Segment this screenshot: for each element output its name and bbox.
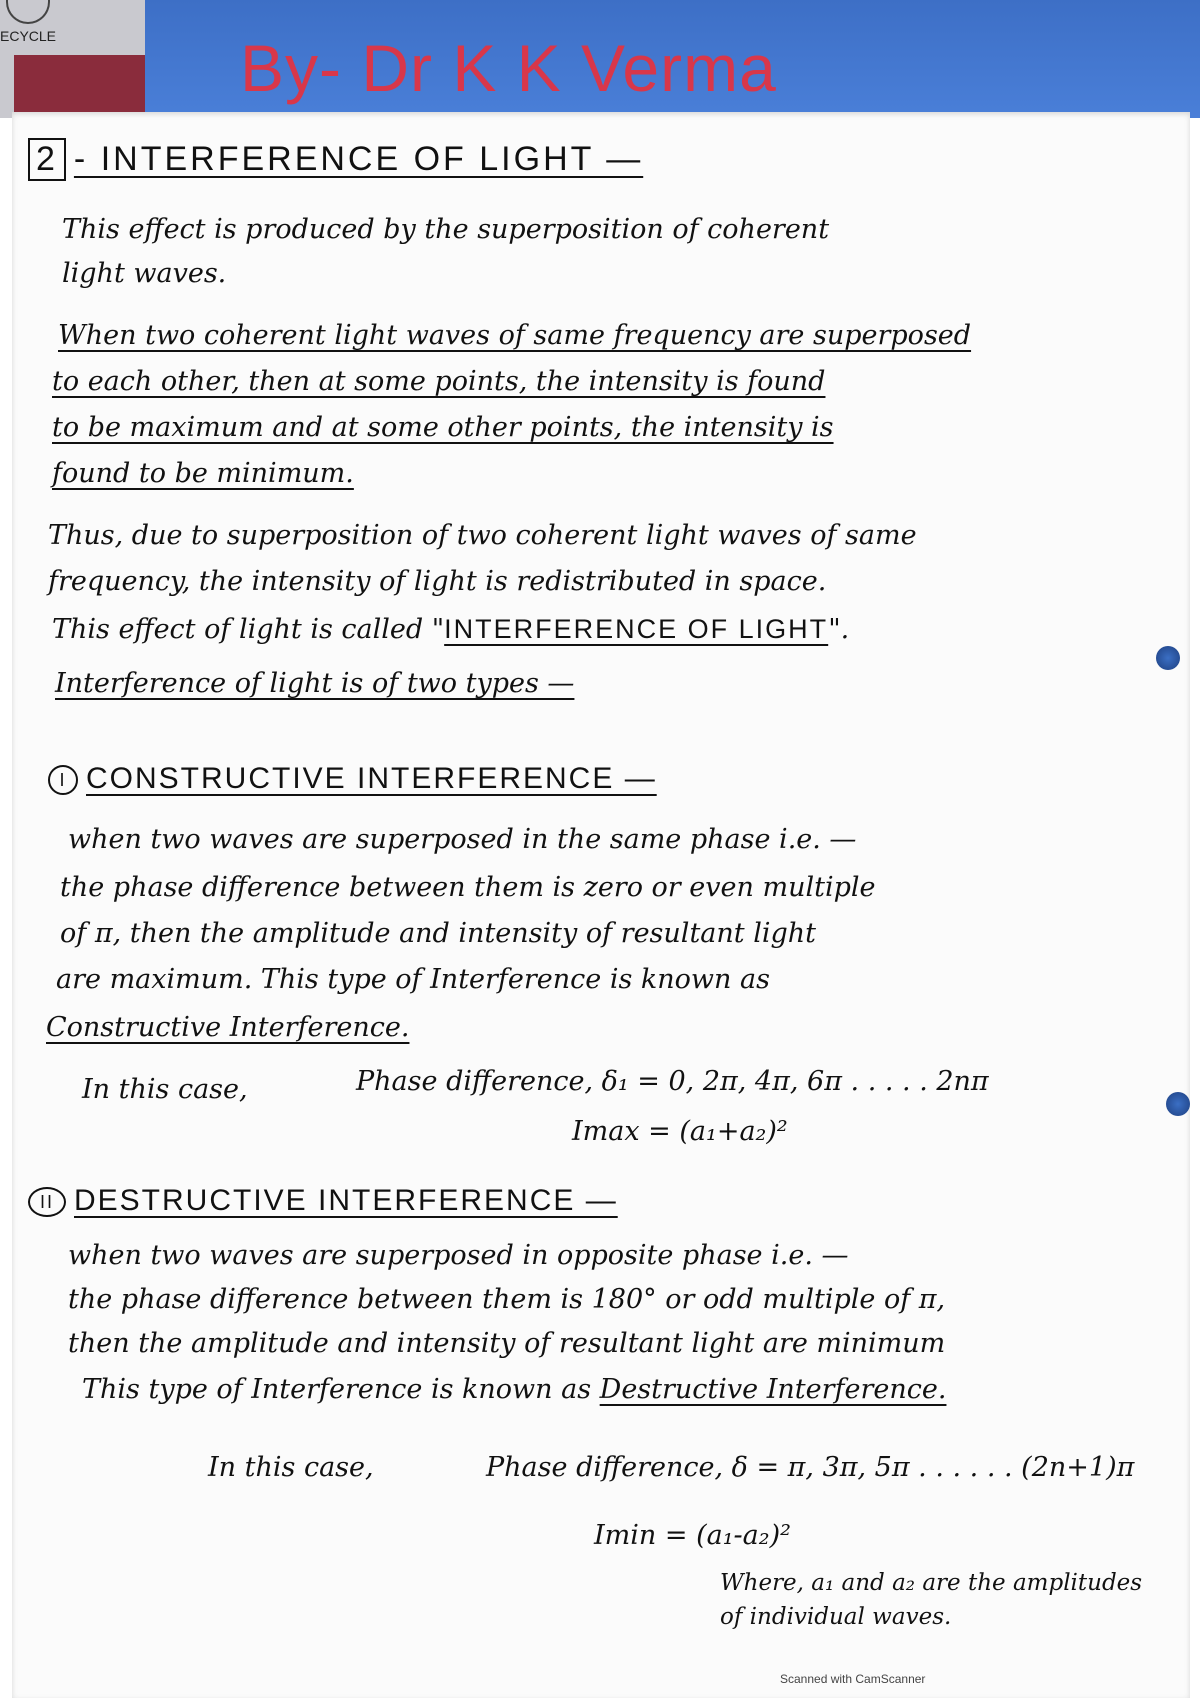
constructive-heading: [48, 762, 657, 796]
destructive-case-label: In this case,: [208, 1452, 374, 1483]
destructive-line-3: then the amplitude and intensity of resultant light are minimum: [68, 1328, 946, 1359]
constructive-case-label: In this case,: [82, 1074, 248, 1105]
constructive-line-1: when two waves are superposed in the same phase i.e. —: [68, 824, 857, 855]
constructive-title: CONSTRUCTIVE INTERFERENCE —: [86, 762, 657, 795]
banner-left-panel: [0, 0, 145, 118]
imax-formula: Imax = (a₁+a₂)²: [572, 1116, 788, 1147]
intro-line-1: This effect is produced by the superposition of coherent: [62, 214, 830, 245]
destructive-line-4: [82, 1374, 946, 1405]
definition-line-3: to be maximum and at some other points, the intensity is: [52, 412, 834, 443]
constructive-phase-formula: Phase difference, δ₁ = 0, 2π, 4π, 6π . . . . . 2nπ: [356, 1066, 989, 1097]
author-watermark: By- Dr K K Verma: [240, 31, 777, 105]
section-number: 2: [28, 138, 66, 181]
constructive-line-2: the phase difference between them is zero or even multiple: [60, 872, 876, 903]
numeral-two-icon: II: [28, 1187, 66, 1217]
summary-line-1: Thus, due to superposition of two coherent light waves of same: [48, 520, 917, 551]
maroon-block: [14, 55, 145, 115]
punch-hole-dot: [1156, 646, 1180, 670]
recycle-logo-icon: [6, 0, 50, 24]
punch-hole-dot-2: [1166, 1092, 1190, 1116]
summary-line-3: [52, 614, 849, 645]
section-title: - INTERFERENCE OF LIGHT —: [73, 140, 644, 178]
destructive-line-4-prefix: This type of Interference is known as: [82, 1374, 600, 1405]
constructive-line-5: Constructive Interference.: [46, 1012, 410, 1043]
destructive-title: DESTRUCTIVE INTERFERENCE —: [74, 1184, 618, 1217]
amplitude-note-line-2: of individual waves.: [720, 1604, 952, 1630]
definition-line-2: to each other, then at some points, the intensity is found: [52, 366, 826, 397]
summary-line-3-suffix: ".: [828, 614, 850, 645]
scanner-footer: Scanned with CamScanner: [780, 1672, 926, 1686]
interference-term: INTERFERENCE OF LIGHT: [444, 614, 829, 644]
definition-line-1: When two coherent light waves of same frequency are superposed: [58, 320, 972, 351]
recycle-label: ECYCLE: [0, 28, 57, 44]
amplitude-note-line-1: Where, a₁ and a₂ are the amplitudes: [720, 1570, 1143, 1596]
constructive-line-4: are maximum. This type of Interference is known as: [56, 964, 770, 995]
numeral-one-icon: I: [48, 765, 78, 795]
destructive-line-1: when two waves are superposed in opposite phase i.e. —: [68, 1240, 849, 1271]
summary-line-3-prefix: This effect of light is called ": [52, 614, 445, 645]
summary-line-2: frequency, the intensity of light is redistributed in space.: [48, 566, 827, 597]
destructive-heading: [28, 1184, 618, 1218]
destructive-term: Destructive Interference.: [599, 1374, 947, 1405]
destructive-phase-formula: Phase difference, δ = π, 3π, 5π . . . . . . (2n+1)π: [486, 1452, 1135, 1483]
imin-formula: Imin = (a₁-a₂)²: [594, 1520, 791, 1551]
types-line: Interference of light is of two types —: [55, 668, 575, 699]
page-title: [28, 138, 643, 181]
constructive-line-3: of π, then the amplitude and intensity of resultant light: [60, 918, 816, 949]
intro-line-2: light waves.: [62, 258, 227, 289]
definition-line-4: found to be minimum.: [52, 458, 354, 489]
destructive-line-2: the phase difference between them is 180° or odd multiple of π,: [68, 1284, 946, 1315]
